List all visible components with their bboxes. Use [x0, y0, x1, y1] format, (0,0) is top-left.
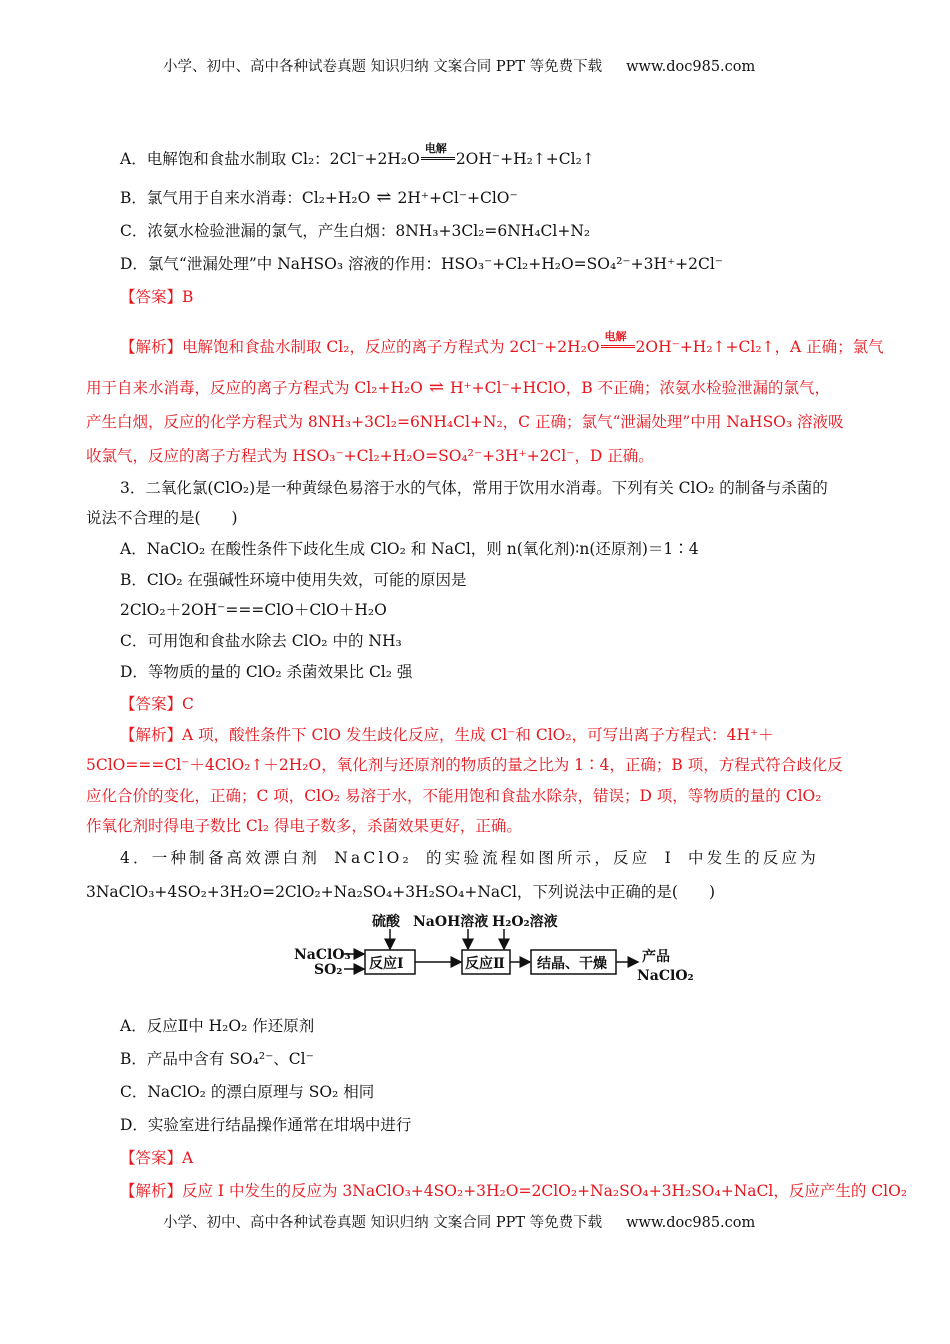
q3-option-b: B．ClO₂ 在强碱性环境中使用失效，可能的原因是 [120, 571, 467, 589]
explanation-text: 2OH⁻+H₂↑+Cl₂↑，A 正确；氯气 [635, 338, 884, 356]
electrolysis-label: 电解 [424, 142, 447, 155]
q3-option-a: A．NaClO₂ 在酸性条件下歧化生成 ClO₂ 和 NaCl，则 n(氧化剂)∶n(还原剂)＝1∶4 [120, 540, 699, 558]
q4-stem: 3NaClO₃+4SO₂+3H₂O=2ClO₂+Na₂SO₄+3H₂SO₄+NaCl，下列说法中正确的是( ) [86, 883, 716, 901]
q4-explanation-line: 【解析】反应 I 中发生的反应为 3NaClO₃+4SO₂+3H₂O=2ClO₂+Na₂SO₄+3H₂SO₄+NaCl，反应产生的 ClO₂ [120, 1182, 908, 1200]
q3-option-b-equation: 2ClO₂＋2OH⁻===ClO＋ClO＋H₂O [120, 601, 387, 619]
input-sulfuric-acid: 硫酸 [372, 914, 400, 930]
page-header [163, 57, 755, 77]
footer-url[interactable]: www.doc985.com [626, 1215, 756, 1231]
q2-option-b [120, 188, 518, 208]
q3-explanation-line: 【解析】A 项，酸性条件下 ClO 发生歧化反应，生成 Cl⁻和 ClO₂，可写出离子方程式：4H⁺＋ [120, 726, 774, 744]
q2-explanation-line: 产生白烟，反应的化学方程式为 8NH₃+3Cl₂=6NH₄Cl+N₂，C 正确；氯气“泄漏处理”中用 NaHSO₃ 溶液吸 [86, 413, 844, 431]
option-text: 2H⁺+Cl⁻+ClO⁻ [397, 189, 518, 207]
q4-option-c: C．NaClO₂ 的漂白原理与 SO₂ 相同 [120, 1083, 375, 1101]
option-text: B．氯气用于自来水消毒：Cl₂+H₂O [120, 189, 371, 207]
q3-option-d: D．等物质的量的 ClO₂ 杀菌效果比 Cl₂ 强 [120, 663, 413, 681]
crystallize-dry-label: 结晶、干燥 [537, 956, 607, 972]
reaction-2-label: 反应Ⅱ [465, 956, 505, 972]
output-naclo2: NaClO₂ [637, 968, 694, 984]
electrolysis-sign [601, 330, 635, 354]
footer-text: 小学、初中、高中各种试卷真题 知识归纳 文案合同 PPT 等免费下载 [163, 1215, 603, 1231]
electrolysis-label: 电解 [604, 330, 627, 343]
q3-stem: 3．二氧化氯(ClO₂)是一种黄绿色易溶于水的气体，常用于饮用水消毒。下列有关 ClO₂ 的制备与杀菌的 [120, 479, 828, 497]
q3-explanation-line: 应化合价的变化，正确；C 项，ClO₂ 易溶于水，不能用饱和食盐水除杂，错误；D 项，等物质的量的 ClO₂ [86, 787, 822, 805]
input-h2o2: H₂O₂溶液 [492, 914, 558, 930]
q3-option-c: C．可用饱和食盐水除去 ClO₂ 中的 NH₃ [120, 632, 402, 650]
header-text: 小学、初中、高中各种试卷真题 知识归纳 文案合同 PPT 等免费下载 [163, 59, 603, 75]
equilibrium-arrow-icon: ⇌ [428, 377, 444, 398]
process-flow-diagram [280, 905, 700, 990]
q4-answer: 【答案】A [120, 1149, 194, 1167]
q2-explanation-line [86, 378, 830, 398]
input-naclo3: NaClO₃ [294, 947, 351, 963]
q2-answer: 【答案】B [120, 288, 194, 306]
electrolysis-sign [421, 142, 455, 166]
q2-option-a [120, 142, 595, 169]
q3-answer: 【答案】C [120, 695, 194, 713]
q2-explanation-line [120, 330, 884, 357]
q4-option-b: B．产品中含有 SO₄²⁻、Cl⁻ [120, 1050, 314, 1068]
page-footer [163, 1213, 755, 1233]
q4-stem: 4．一种制备高效漂白剂 NaClO₂ 的实验流程如图所示，反应 I 中发生的反应为 [120, 849, 819, 867]
reaction-1-label: 反应Ⅰ [369, 956, 404, 972]
header-url[interactable]: www.doc985.com [626, 59, 756, 75]
q3-stem: 说法不合理的是( ) [86, 509, 238, 527]
q2-option-c: C．浓氨水检验泄漏的氯气，产生白烟：8NH₃+3Cl₂=6NH₄Cl+N₂ [120, 222, 591, 240]
output-product: 产品 [642, 949, 670, 965]
q2-option-d: D．氯气“泄漏处理”中 NaHSO₃ 溶液的作用：HSO₃⁻+Cl₂+H₂O=SO₄²⁻+3H⁺+2Cl⁻ [120, 255, 723, 273]
q3-explanation-line: 5ClO===Cl⁻＋4ClO₂↑＋2H₂O，氧化剂与还原剂的物质的量之比为 1∶4，正确；B 项，方程式符合歧化反 [86, 756, 843, 774]
q4-option-d: D．实验室进行结晶操作通常在坩埚中进行 [120, 1116, 412, 1134]
equilibrium-arrow-icon: ⇌ [376, 187, 392, 208]
input-so2: SO₂ [314, 962, 343, 978]
explanation-text: 用于自来水消毒，反应的离子方程式为 Cl₂+H₂O [86, 379, 423, 397]
option-text: A．电解饱和食盐水制取 Cl₂：2Cl⁻+2H₂O [120, 150, 420, 168]
explanation-text: 【解析】电解饱和食盐水制取 Cl₂，反应的离子方程式为 2Cl⁻+2H₂O [120, 338, 600, 356]
explanation-text: H⁺+Cl⁻+HClO，B 不正确；浓氨水检验泄漏的氯气， [449, 379, 831, 397]
option-text: 2OH⁻+H₂↑+Cl₂↑ [455, 150, 595, 168]
input-naoh: NaOH溶液 [413, 914, 489, 930]
q2-explanation-line: 收氯气，反应的离子方程式为 HSO₃⁻+Cl₂+H₂O=SO₄²⁻+3H⁺+2Cl⁻，D 正确。 [86, 447, 654, 465]
q3-explanation-line: 作氧化剂时得电子数比 Cl₂ 得电子数多，杀菌效果更好，正确。 [86, 817, 522, 835]
q4-option-a: A．反应Ⅱ中 H₂O₂ 作还原剂 [120, 1017, 315, 1035]
